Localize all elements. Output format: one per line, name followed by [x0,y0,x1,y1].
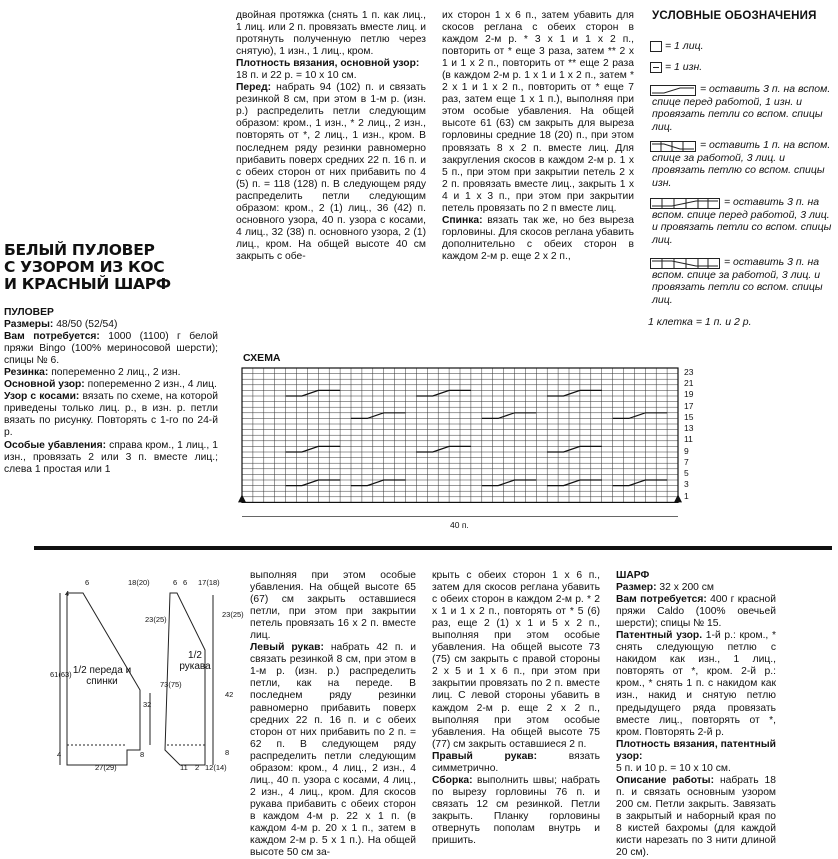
sleeve-dim: 42 [225,690,234,699]
row-number: 5 [684,468,689,478]
cable-chart-grid [236,364,706,534]
front-dim: 8 [140,750,145,759]
cable-cross-mark [547,446,602,452]
scarf-size-value: 32 х 200 см [659,582,714,594]
scarf-work-label: Описание работы: [616,774,715,786]
sleeve-dim: 4 [57,750,62,759]
pullover-heading: ПУЛОВЕР [4,307,54,318]
right-sleeve-label: Правый рукав: [432,750,538,762]
decreases-value: справа кром., 1 лиц., 1 изн., провязать 2 или 3 п. вместе лиц.; слева 1 простая или 1 [4,439,218,475]
scarf-work-value: набрать 18 п. и связать основным узором 200 см. Петли закрыть. Завязать в закрытый и наборный края по 8 кистей бахромы (для каждой кисти нарезать по 3 нити длиной 20 см). [616,774,776,859]
legend-item-cable-a: = оставить 3 п. на вспом. спице перед работой, 1 изн. и провязать петли со вспом. спицы лиц. [652,83,831,133]
front-dim: 6 [85,578,90,587]
sleeve-dim: 11 [180,763,188,772]
row-number: 19 [684,389,694,399]
legend-item-cable-d: = оставить 3 п. на вспом. спице за работой, 3 лиц. и провязать петли со вспом. спицы лиц. [652,256,823,306]
row-number: 9 [684,446,689,456]
front-dim: 32 [143,700,152,709]
cell-note: 1 клетка = 1 п. и 2 р. [648,316,752,328]
rib-value: попеременно 2 лиц., 2 изн. [51,367,181,379]
scarf-size-label: Размер: [616,582,657,594]
front-dim: 23(25) [145,615,167,624]
front-dim: 27(29) [95,763,117,772]
front-dim: 61(63) [50,670,72,679]
legend-title: УСЛОВНЫЕ ОБОЗНАЧЕНИЯ [652,10,817,22]
legend-item-knit: = 1 лиц. [665,40,704,52]
assembly-instructions-column [432,570,600,847]
legend-item-purl: = 1 изн. [665,61,703,73]
cable-cross-mark [482,480,537,486]
legend-item-cable-c: = оставить 3 п. на вспом. спице перед работой, 3 лиц. и провязать петли со вспом. спицы лиц. [652,196,832,246]
row-number: 23 [684,367,694,377]
scarf-heading: ШАРФ [616,570,650,581]
schema-title: СХЕМА [243,352,281,364]
purl-symbol-icon [650,62,662,73]
cable-cross-mark [286,390,341,396]
left-sleeve-label: Левый рукав: [250,642,324,654]
front-value: набрать 94 (102) п. и связать резинкой 8 см, при этом в 1-м р. (изн. р.) распределить петли следующим образом: кром., 1 изн., * 2 лиц., 2 изн., повторять от *, 2 лиц., 1 изн., кром. В последнем ряду резинки равномерно прибавить поверх средних 22 п. 16 п. и с обеих сторон от них прибавить по 4 (5) п. = 118 (128) п. В следующем ряду распределить петли следующим образом: кром., 2 (1) лиц., 36 (42) п. основного узора, 40 п. узора с косами, 4 лиц., 32 (38) п. основного узора, 2 (1) лиц., кром. На общей высоте 40 см закрыть с обе- [236,82,426,262]
density-label: Плотность вязания, основной узор: [236,58,420,70]
row-number: 3 [684,479,689,489]
raglan-instructions-column [442,10,634,263]
row-number: 15 [684,412,694,422]
scarf-density-label: Плотность вязания, патентный узор: [616,738,776,762]
repeat-arrow-icon [238,494,246,502]
sleeve-dim: 23(25) [222,610,244,619]
back-label: Спинка: [442,214,483,226]
front-dim: 4 [65,589,70,598]
sleeve-dim: 8 [225,748,230,757]
row-number: 13 [684,423,694,433]
cable-pattern-value: вязать по схеме, на которой приведены только лиц. р., в изн. р. петли вязать по рисунку. Повторять с 1-го по 24-й р. [4,391,218,439]
front-dim: 18(20) [128,578,150,587]
cable-cross-mark [351,413,406,419]
cable-cross-mark [482,413,537,419]
scarf-pattern-label: Патентный узор. [616,630,703,642]
sizes-value: 48/50 (52/54) [56,319,118,331]
sleeve-raglan-text: крыть с обеих сторон 1 х 6 п., затем для скосов реглана убавить с обеих сторон в каждом 2-м р. * 2 х 1 и 1 х 2 п., повторять от * 5 (6) раз, еще 2 (1) х 1 и 5 х 2 п., выполняя при этом особые убавления. На общей высоте 73 (75) см закрыть с правой стороны 2 х 5 и 1 х 6 п., при этом при закрытии провязать по 2 п. вместе лиц. С левой стороны убавить в каждом 2-м р. еще 2 х 2 п., выполняя при этом особые убавления. На общей высоте 75 (77) см закрыть оставшиеся 2 п. [432,570,600,750]
double-slip-text: двойная протяжка (снять 1 п. как лиц., 1 лиц. или 2 п. провязать вместе лиц. и протянуть полученную петлю через снятую), 1 изн., 1 лиц., кром. [236,10,426,58]
sleeve-dim: 6 [173,578,178,587]
legend-item-cable-b: = оставить 1 п. на вспом. спице за работой, 3 лиц. и провязать петлю со вспом. спицы изн. [652,139,831,189]
pullover-intro-column [4,307,218,476]
raglan-text: их сторон 1 х 6 п., затем убавить для скосов реглана с обеих сторон в каждом 2-м р. * 3 х 1 и 1 х 2 п., повторить от * еще 3 раза, затем ** 2 х 1 и 1 х 2 п., повторить от ** еще 2 раза (в каждом 2-м р. 1 х 1 и 1 х 2 п., затем * 2 х 1 и 1 х 2 п., повторить от * еще 7 раз, затем еще 1 х 1 п.), выполняя при этом особые убавления. На общей высоте 61 (63) см закрыть для выреза горловины средние 18 (20) п., при этом провязать 8 х 2 п. вместе лиц. Для закругления скосов в каждом 2-м р. 1 х 5 п., при этом при закрытии петель 2 х 2 п. провязать вместе лиц., закрыть 1 х 4 и 1 х 3 п., при этом при закрытии петель провязать по 2 п вместе лиц. [442,10,634,214]
decreases-label: Особые убавления: [4,439,107,451]
density-value: 18 п. и 22 р. = 10 х 10 см. [236,70,357,82]
cable-cross-mark [613,480,668,486]
cable-cross-mark [416,390,471,396]
cable-cross-mark [416,446,471,452]
cable-cross-mark [286,480,341,486]
sleeve-intro-text: выполняя при этом особые убавления. На общей высоте 65 (67) см закрыть оставшиеся петли, при этом при закрытии петель провязать 16 х 2 п. вместе лиц. [250,570,416,642]
sleeve-instructions-column [250,570,416,859]
scarf-needed-label: Вам потребуется: [616,594,707,606]
main-pattern-value: попеременно 2 изн., 4 лиц. [87,379,217,391]
row-number: 17 [684,401,694,411]
schema-width-label: 40 п. [450,520,469,530]
assembly-value: выполнить швы; набрать по вырезу горловины 76 п. и связать 12 см резинкой. Петли закрыть. Планку горловины отвернуть пополам внутрь и пришить. [432,774,600,847]
needed-value: 1000 (1100) г белой пряжи Bingo (100% мериносовой шерсти); спицы № 6. [4,331,218,367]
row-number: 21 [684,378,694,388]
sleeve-dim: 73(75) [160,680,182,689]
scarf-column [616,570,776,859]
cable-cross-mark [286,446,341,452]
cable-pattern-label: Узор с косами: [4,391,80,403]
title-line-3: И КРАСНЫЙ ШАРФ [4,275,171,293]
rib-label: Резинка: [4,367,49,379]
front-label: Перед: [236,82,272,94]
scarf-needed-value: 400 г красной пряжи Caldo (100% овечьей шерсти); спицы № 15. [616,594,776,630]
sleeve-piece-label: 1/2 рукава [179,650,211,672]
front-piece-label: 1/2 переда и спинки [72,665,132,687]
main-pattern-label: Основной узор: [4,379,85,391]
sizes-label: Размеры: [4,319,54,331]
cable-cross-mark [547,390,602,396]
front-instructions-column [236,10,426,263]
right-sleeve-value: вязать симметрично. [432,750,600,774]
cable-cross-mark [547,480,602,486]
cable-cross-mark [351,480,406,486]
article-title [4,242,171,293]
repeat-arrow-icon [674,494,682,502]
title-line-2: С УЗОРОМ ИЗ КОС [4,258,165,276]
sleeve-dim: 6 [183,578,188,587]
assembly-label: Сборка: [432,774,473,786]
sleeve-dim: 2 [195,763,200,772]
row-number: 11 [684,434,693,444]
sleeve-dim: 17(18) [198,578,220,587]
needed-label: Вам потребуется: [4,331,100,343]
row-number: 1 [684,491,689,501]
section-divider [34,546,832,550]
row-number: 7 [684,457,689,467]
cable-cross-mark [613,413,668,419]
back-value: вязать так же, но без выреза горловины. Для скосов реглана убавить дополнительно с обеих сторон в каждом 2-м р. еще 2 х 2 п., [442,214,634,262]
scarf-pattern-value: 1-й р.: кром., * снять следующую петлю с накидом как изн., 1 лиц., повторять от *, кром. 2-й р.: кром., * снять 1 п. с накидом как изн., накид и снятую петлю предыдущего ряда провязать вместе лиц., повторять от *, кром. Повторять 2-й р. [616,630,776,738]
knit-symbol-icon [650,41,662,52]
title-line-1: БЕЛЫЙ ПУЛОВЕР [4,241,155,259]
sleeve-dim: 12(14) [205,763,227,772]
left-sleeve-value: набрать 42 п. и связать резинкой 8 см, при этом в 1-м р. (изн. р.) распределить петли, как на переде. В последнем ряду резинки равномерно прибавить поверх средних 22 п. 16 п. и с обеих сторон от них прибавить по 2 п. = 62 п. В следующем ряду распределить петли следующим образом: кром., 4 лиц., 2 изн., 4 лиц., 40 п. узора с косами, 4 лиц., 2 изн., 4 лиц., кром. Для скосов рукава прибавить с обеих сторон в каждом 4-м р. 22 х 1 п. (в каждом 4-м р. 20 х 1 п., затем в каждом 2-м р. 5 х 1 п.). На общей высоте 50 см за- [250,642,416,859]
scarf-density-value: 5 п. и 10 р. = 10 х 10 см. [616,762,731,774]
